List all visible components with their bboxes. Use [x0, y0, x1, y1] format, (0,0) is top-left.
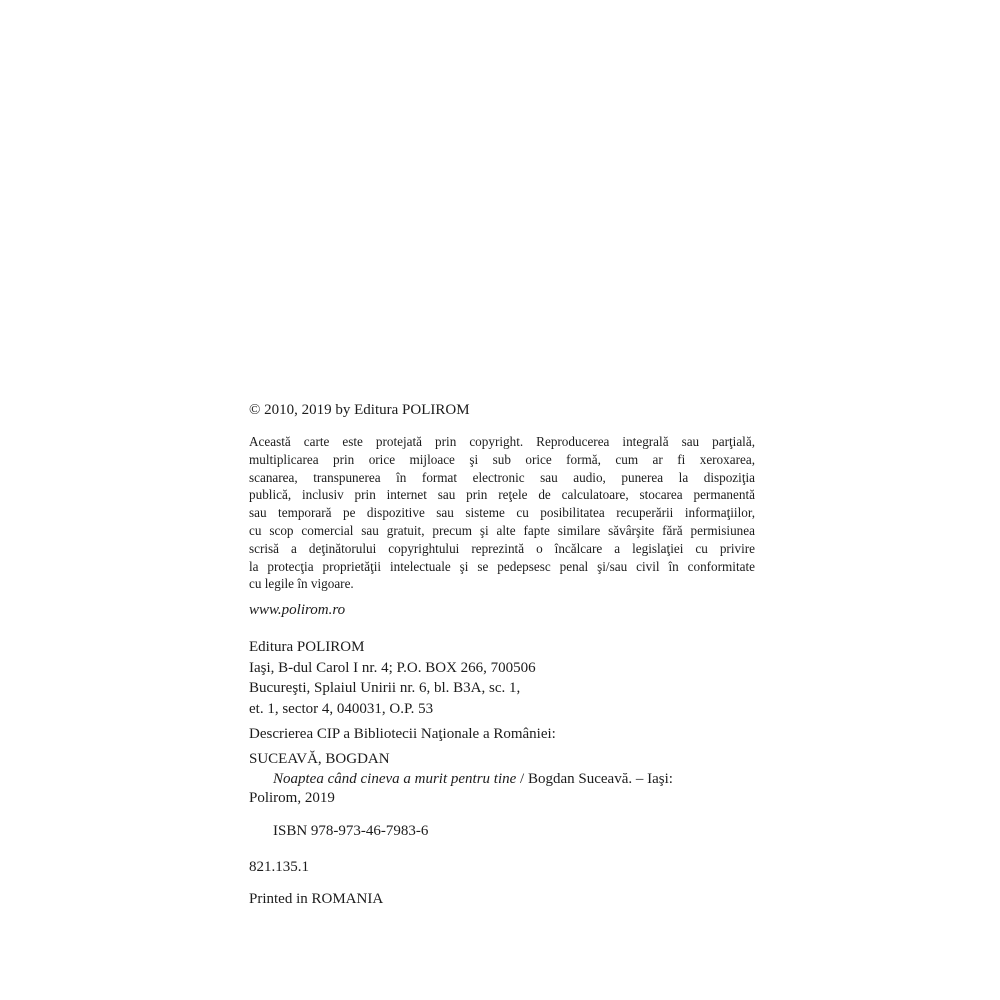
- publisher-address-block: [249, 637, 755, 719]
- legal-line: la protecţia proprietăţii intelectuale şi se pedepsesc penal şi/sau civil în conformitate: [249, 558, 755, 574]
- address-bucuresti-continued: et. 1, sector 4, 040031, O.P. 53: [249, 700, 434, 717]
- publisher-website: www.polirom.ro: [249, 602, 346, 618]
- cip-entry: [249, 770, 755, 808]
- legal-line: cu legile în vigoare.: [249, 576, 354, 592]
- legal-line: Această carte este protejată prin copyright. Reproducerea integrală sau parţială,: [249, 434, 755, 449]
- legal-line: multiplicarea prin orice mijloace şi sub orice formă, cum ar fi xeroxarea,: [249, 451, 755, 467]
- udc-classification: 821.135.1: [249, 859, 309, 875]
- legal-line: scrisă a deţinătorului copyrightului reprezintă o încălcare a legislaţiei cu privire: [249, 540, 755, 556]
- cip-responsibility: / Bogdan Suceavă. – Iaşi:: [516, 771, 673, 787]
- publisher-name: Editura POLIROM: [249, 639, 365, 655]
- legal-line: sau temporară pe dispozitive sau sisteme cu posibilitatea recuperării informaţiilor,: [249, 505, 755, 521]
- printed-in: Printed in ROMANIA: [249, 891, 384, 907]
- cip-heading: Descrierea CIP a Bibliotecii Naţionale a României:: [249, 726, 556, 742]
- book-title: Noaptea când cineva a murit pentru tine: [273, 771, 517, 787]
- cip-imprint: Polirom, 2019: [249, 790, 335, 806]
- cip-title-line: [249, 770, 755, 789]
- cip-author: SUCEAVĂ, BOGDAN: [249, 751, 390, 767]
- isbn: ISBN 978-973-46-7983-6: [273, 823, 429, 839]
- legal-line: publică, inclusiv prin internet sau prin reţele de calculatoare, stocarea permanentă: [249, 487, 755, 503]
- copyright-notice: © 2010, 2019 by Editura POLIROM: [249, 402, 470, 418]
- legal-notice: [249, 433, 755, 593]
- address-iasi: Iaşi, B-dul Carol I nr. 4; P.O. BOX 266, 700506: [249, 659, 536, 676]
- legal-line: scanarea, transpunerea în format electronic sau audio, punerea la dispoziţia: [249, 469, 755, 485]
- address-bucuresti: Bucureşti, Splaiul Unirii nr. 6, bl. B3A, sc. 1,: [249, 680, 521, 696]
- legal-line: cu scop comercial sau gratuit, precum şi alte fapte similare săvârşite fără permisiunea: [249, 522, 755, 538]
